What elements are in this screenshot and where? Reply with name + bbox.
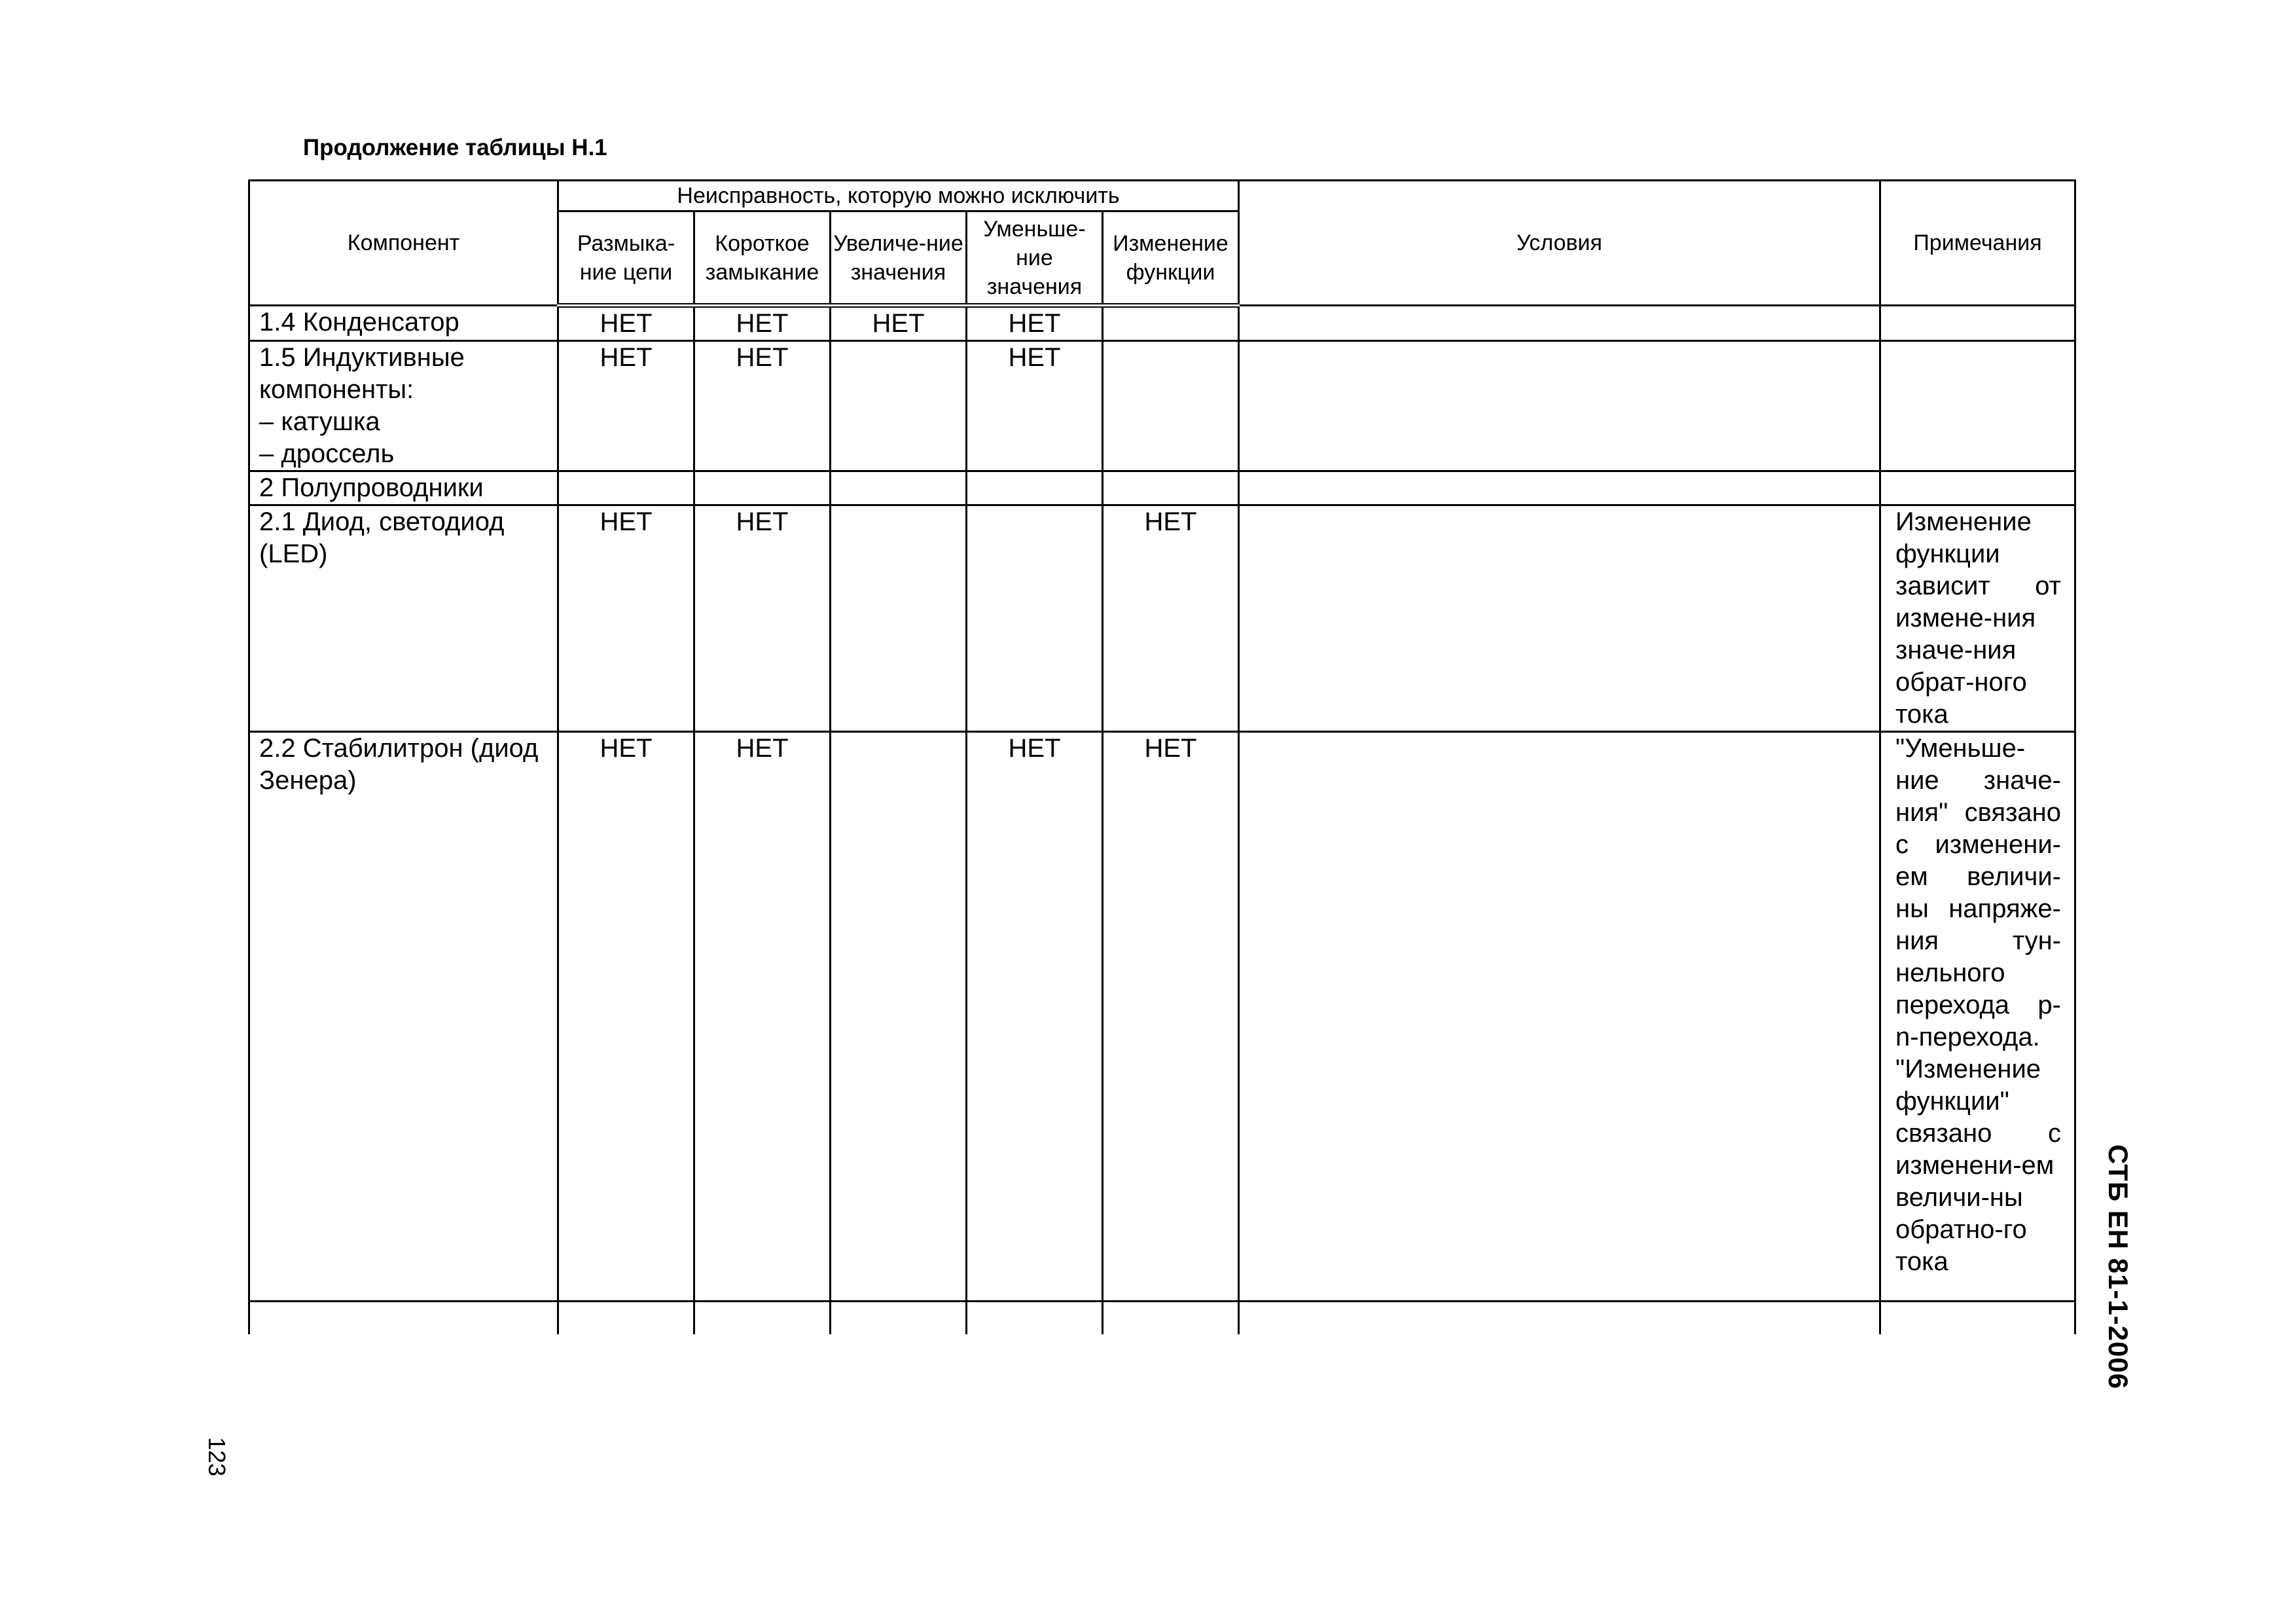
cell-open: НЕТ: [558, 341, 694, 471]
cell-short: [694, 471, 831, 505]
cell-increase: [831, 505, 967, 732]
cell-conditions: [1239, 471, 1880, 505]
cell-decrease: [967, 505, 1103, 732]
standard-code: СТБ ЕН 81-1-2006: [2103, 1144, 2134, 1390]
cell-conditions: [1239, 732, 1880, 1302]
cell-open: НЕТ: [558, 732, 694, 1302]
page-number: 123: [204, 1436, 230, 1477]
cell-open: НЕТ: [558, 505, 694, 732]
cell-decrease: НЕТ: [967, 306, 1103, 341]
header-increase: Увеличе-ние значения: [831, 211, 967, 306]
cell-conditions: [1239, 306, 1880, 341]
cell-short: НЕТ: [694, 505, 831, 732]
cell-conditions: [1239, 341, 1880, 471]
header-function-change: Изменение функции: [1103, 211, 1239, 306]
cell-function: [1103, 306, 1239, 341]
cell-component: 2.2 Стабилитрон (диод Зенера): [249, 732, 558, 1302]
cell-function: [1103, 471, 1239, 505]
cell-note: "Уменьше-ние значе-ния" связано с изменени-ем величи-ны напряже-ния тун-нельного перехода p-n-перехода. "Изменение функции" связано с изменени-ем величи-ны обратно-го тока: [1880, 732, 2075, 1302]
table-row: [249, 306, 2075, 341]
header-short-circuit: Короткое замыкание: [694, 211, 831, 306]
cell-increase: [831, 471, 967, 505]
cell-function: НЕТ: [1103, 732, 1239, 1302]
cell-note: [1880, 306, 2075, 341]
cell-note: Изменение функции зависит от измене-ния значе-ния обрат-ного тока: [1880, 505, 2075, 732]
table-row: [249, 505, 2075, 732]
table-row: [249, 471, 2075, 505]
header-conditions: Условия: [1239, 181, 1880, 306]
cell-short: НЕТ: [694, 341, 831, 471]
cell-note: [1880, 341, 2075, 471]
header-notes: Примечания: [1880, 181, 2075, 306]
cell-increase: НЕТ: [831, 306, 967, 341]
table-row-continued: [249, 1302, 2075, 1334]
cell-component: 2 Полупроводники: [249, 471, 558, 505]
fault-exclusion-table: [248, 179, 2076, 1334]
cell-component: 2.1 Диод, светодиод (LED): [249, 505, 558, 732]
cell-open: [558, 471, 694, 505]
header-open-circuit: Размыка-ние цепи: [558, 211, 694, 306]
table-row: [249, 341, 2075, 471]
cell-component: 1.5 Индуктивные компоненты: – катушка – дроссель: [249, 341, 558, 471]
cell-function: [1103, 341, 1239, 471]
table-caption: Продолжение таблицы Н.1: [303, 135, 607, 160]
header-decrease: Уменьше-ние значения: [967, 211, 1103, 306]
cell-short: НЕТ: [694, 306, 831, 341]
header-fault-group: Неисправность, которую можно исключить: [558, 181, 1239, 211]
cell-increase: [831, 732, 967, 1302]
cell-conditions: [1239, 505, 1880, 732]
cell-short: НЕТ: [694, 732, 831, 1302]
cell-note: [1880, 471, 2075, 505]
cell-decrease: НЕТ: [967, 732, 1103, 1302]
cell-function: НЕТ: [1103, 505, 1239, 732]
cell-decrease: НЕТ: [967, 341, 1103, 471]
table-row: [249, 732, 2075, 1302]
header-component: Компонент: [249, 181, 558, 306]
cell-open: НЕТ: [558, 306, 694, 341]
cell-component: 1.4 Конденсатор: [249, 306, 558, 341]
cell-increase: [831, 341, 967, 471]
cell-decrease: [967, 471, 1103, 505]
